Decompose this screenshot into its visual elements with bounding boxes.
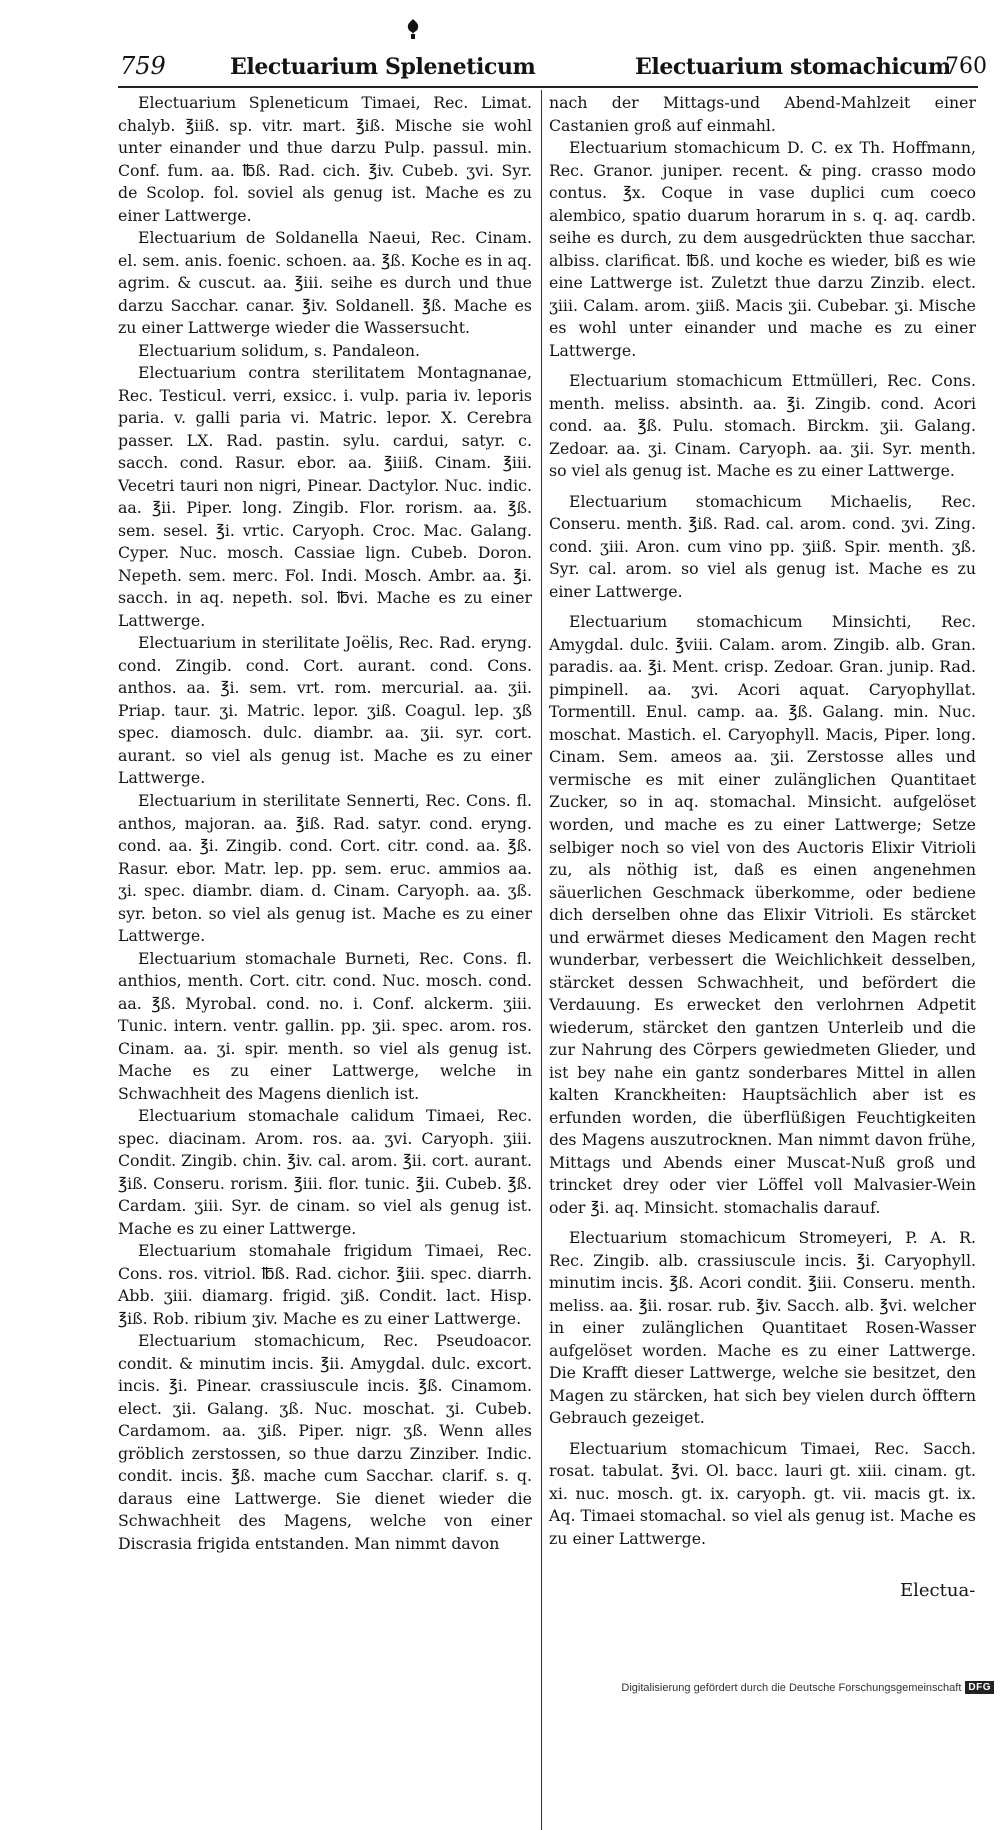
catchword: Electua- [900, 1580, 976, 1601]
column-divider [541, 90, 542, 1830]
page-number-left: 759 [120, 52, 166, 80]
entry-paragraph: Electuarium stomachicum Timaei, Rec. Sacch. rosat. tabulat. ℥vi. Ol. bacc. lauri gt. xiii. cinam. gt. xi. nuc. mosch. gt. ix. caryoph. gt. vii. macis gt. ix. Aq. Timaei stomachal. so viel als genug ist. Mache es zu einer Lattwerge. [549, 1438, 976, 1548]
entry-paragraph: Electuarium stomachicum Michaelis, Rec. Conseru. menth. ℥iß. Rad. cal. arom. cond. ʒvi. Zing. cond. ʒiii. Aron. cum vino pp. ʒiiß. Spir. menth. ʒß. Syr. cal. arom. so viel als genug ist. Mache es zu einer Lattwerge. [549, 491, 976, 601]
right-column [549, 92, 976, 1550]
entry-paragraph: Electuarium stomachicum, Rec. Pseudoacor. condit. & minutim incis. ℥ii. Amygdal. dulc. excort. incis. ℥i. Pinear. crassiuscule incis. ℥ß. Cinamom. elect. ʒii. Galang. ʒß. Nuc. moschat. ʒi. Cubeb. Cardamom. aa. ʒiß. Piper. nigr. ʒß. Wenn alles gröblich zerstossen, so thue darzu Zinziber. Indic. condit. incis. ℥ß. mache cum Sacchar. clarif. s. q. daraus eine Lattwerge. Sie dienet wieder die Schwachheit des Magens, welche von einer Discrasia frigida entstanden. Man nimmt davon [118, 1331, 532, 1553]
entry-paragraph: Electuarium solidum, s. Pandaleon. [138, 340, 420, 360]
entry-paragraph: Electuarium contra sterilitatem Montagnanae, Rec. Testicul. verri, exsicc. i. vulp. paria iv. leporis paria. v. galli paria vi. Matric. lepor. X. Cerebra passer. LX. Rad. pastin. sylu. cardui, satyr. c. sacch. cond. Rasur. ebor. aa. ℥iiiß. Cinam. ℥iii. Vecetri tauri non nigri, Pinear. Dactylor. Nuc. indic. aa. ℥ii. Piper. long. Zingib. Flor. rorism. aa. ℥ß. sem. sesel. ℥i. vrtic. Caryoph. Croc. Mac. Galang. Cyper. Nuc. mosch. Cassiae lign. Cubeb. Doron. Nepeth. sem. merc. Fol. Indi. Mosch. Ambr. aa. ℥i. sacch. in aq. nepeth. sol. ℔vi. Mache es zu einer Lattwerge. [118, 363, 532, 630]
entry-paragraph: Electuarium stomachale Burneti, Rec. Cons. fl. anthios, menth. Cort. citr. cond. Nuc. mosch. cond. aa. ℥ß. Myrobal. cond. no. i. Conf. alckerm. ʒiii. Tunic. intern. ventr. gallin. pp. ʒii. spec. arom. ros. Cinam. aa. ʒi. spir. menth. so viel als genug ist. Mache es zu einer Lattwerge, welche in Schwachheit des Magens dienlich ist. [118, 948, 532, 1103]
entry-paragraph: Electuarium stomachicum Ettmülleri, Rec. Cons. menth. meliss. absinth. aa. ℥i. Zingib. cond. Acori cond. aa. ℥ß. Pulu. stomach. Birckm. ʒii. Galang. Zedoar. aa. ʒi. Cinam. Caryoph. aa. ʒii. Syr. menth. so viel als genug ist. Mache es zu einer Lattwerge. [549, 371, 976, 481]
header-rule [118, 86, 978, 88]
entry-paragraph: Electuarium stomahale frigidum Timaei, Rec. Cons. ros. vitriol. ℔ß. Rad. cichor. ℥iii. spec. diarrh. Abb. ʒiii. diamarg. frigid. ʒiß. Condit. lact. Hisp. ℥iß. Rob. ribium ʒiv. Mache es zu einer Lattwerge. [118, 1241, 532, 1328]
digitization-footer [621, 1681, 994, 1694]
left-column [118, 92, 532, 1556]
page-number-right: 760 [945, 54, 987, 79]
printer-ornament-icon [405, 18, 421, 40]
running-header [0, 52, 1000, 82]
footer-text: Digitalisierung gefördert durch die Deutsche Forschungsgemeinschaft [621, 1681, 962, 1694]
entry-paragraph: Electuarium stomachicum Minsichti, Rec. Amygdal. dulc. ℥viii. Calam. arom. Zingib. alb. Gran. paradis. aa. ℥i. Ment. crisp. Zedoar. Gran. junip. Rad. pimpinell. aa. ʒvi. Acori aquat. Caryophyllat. Tormentill. Enul. camp. aa. ℥ß. Galang. min. Nuc. moschat. Mastich. el. Caryophyll. Macis, Piper. long. Cinam. Sem. ameos aa. ʒii. Zerstosse alles und vermische es mit einer zulänglichen Quantitaet Zucker, so in aq. stomachal. Minsicht. aufgelöset worden, und mache es zu einer Lattwerge; Setze selbiger noch so viel von des Auctoris Elixir Vitrioli zu, als nöthig ist, daß es einen angenehmen säuerlichen Geschmack überkomme, oder bediene dich derselben ohne das Elixir Vitrioli. Es stärcket und erwärmet dieses Medicament den Magen recht wunderbar, verbessert die Weichlichkeit desselben, stärcket dessen Schwachheit, und befördert die Verdauung. Es erwecket den verlohrnen Adpetit wiederum, stärcket den gantzen Unterleib und die zur Nahrung des Cörpers gewiedmeten Glieder, und ist bey nahe ein gantz sonderbares Mittel in allen kalten Kranckheiten: Hauptsächlich aber ist es erfunden worden, die überflüßigen Feuchtigkeiten des Magens auszutrocknen. Man nimmt davon frühe, Mittags und Abends einer Muscat-Nuß groß und trincket drey oder vier Löffel voll Malvasier-Wein oder ℥i. aq. Minsicht. stomachalis darauf. [549, 612, 976, 1217]
running-title-left: Electuarium Spleneticum [230, 54, 536, 80]
entry-paragraph: Electuarium in sterilitate Joëlis, Rec. Rad. eryng. cond. Zingib. cond. Cort. aurant. cond. Cons. anthos. aa. ℥i. sem. vrt. rom. mercurial. aa. ʒii. Priap. taur. ʒi. Matric. lepor. ʒiß. Coagul. lep. ʒß spec. diamosch. dulc. diambr. aa. ʒii. syr. cort. aurant. so viel als genug ist. Mache es zu einer Lattwerge. [118, 633, 532, 788]
entry-paragraph: Electuarium in sterilitate Sennerti, Rec. Cons. fl. anthos, majoran. aa. ℥iß. Rad. satyr. cond. eryng. cond. aa. ℥i. Zingib. cond. Cort. citr. cond. aa. ℥ß. Rasur. ebor. Matr. lep. pp. sem. eruc. ammios aa. ʒi. spec. diambr. diam. d. Cinam. Caryoph. aa. ʒß. syr. beton. so viel als genug ist. Mache es zu einer Lattwerge. [118, 790, 532, 946]
entry-paragraph: Electuarium stomachicum Stromeyeri, P. A. R. Rec. Zingib. alb. crassiuscule incis. ℥i. Caryophyll. minutim incis. ℥ß. Acori condit. ℥iii. Conseru. menth. meliss. aa. ℥ii. rosar. rub. ℥iv. Sacch. alb. ℥vi. welcher in einer zulänglichen Quantitaet Rosen-Wasser aufgelöset worden. Mache es zu einer Lattwerge. Die Krafft dieser Lattwerge, welche sie besitzet, den Magen zu stärcken, hat sich bey vielen durch öfftern Gebrauch gezeiget. [549, 1228, 976, 1428]
entry-paragraph: Electuarium de Soldanella Naeui, Rec. Cinam. el. sem. anis. foenic. schoen. aa. ℥ß. Koche es in aq. agrim. & cuscut. aa. ℥iii. seihe es durch und thue darzu Sacchar. canar. ℥iv. Soldanell. ℥ß. Mache es zu einer Lattwerge wieder die Wassersucht. [118, 228, 532, 338]
running-title-right: Electuarium stomachicum [635, 54, 951, 80]
entry-paragraph: Electuarium stomachicum D. C. ex Th. Hoffmann, Rec. Granor. juniper. recent. & ping. crasso modo contus. ℥x. Coque in vase duplici cum coeco alembico, spatio duarum horarum in s. q. aq. cardb. seihe es durch, zu dem ausgedrückten thue sacchar. albiss. clarificat. ℔ß. und koche es wieder, biß es wie eine Lattwerge ist. Zuletzt thue darzu Zinzib. elect. ʒiii. Calam. arom. ʒiiß. Macis ʒii. Cubebar. ʒi. Mische es wohl unter einander und mache es zu einer Lattwerge. [549, 138, 976, 360]
dfg-logo: DFG [965, 1681, 994, 1694]
entry-paragraph-continued: nach der Mittags-und Abend-Mahlzeit einer Castanien groß auf einmahl. [549, 93, 976, 135]
entry-paragraph: Electuarium Spleneticum Timaei, Rec. Limat. chalyb. ℥iiß. sp. vitr. mart. ℥iß. Mische sie wohl unter einander und thue darzu Pulp. passul. min. Conf. fum. aa. ℔ß. Rad. cich. ℥iv. Cubeb. ʒvi. Syr. de Scolop. fol. soviel als genug ist. Mache es zu einer Lattwerge. [118, 93, 532, 225]
entry-paragraph: Electuarium stomachale calidum Timaei, Rec. spec. diacinam. Arom. ros. aa. ʒvi. Caryoph. ʒiii. Condit. Zingib. chin. ℥iv. cal. arom. ℥ii. cort. aurant. ℥iß. Conseru. rorism. ℥iii. flor. tunic. ℥ii. Cubeb. ℥ß. Cardam. ʒiii. Syr. de cinam. so viel als genug ist. Mache es zu einer Lattwerge. [118, 1106, 532, 1238]
